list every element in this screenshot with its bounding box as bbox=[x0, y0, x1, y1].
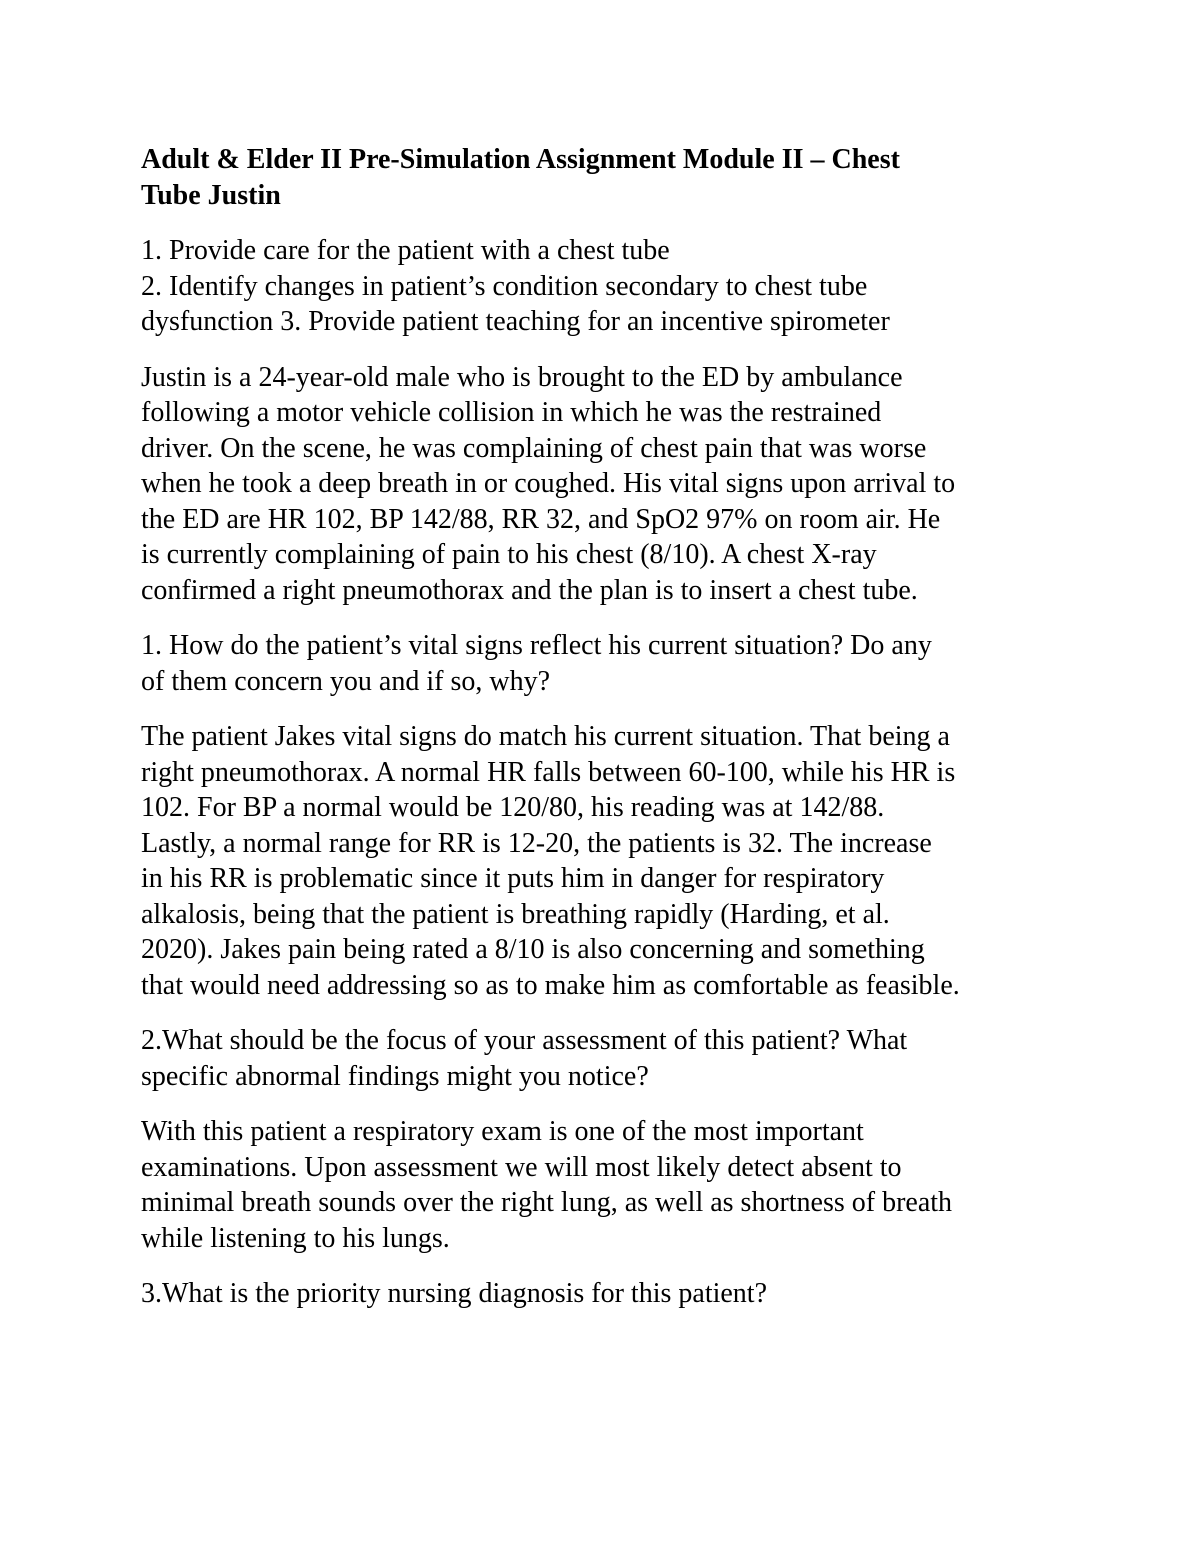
scenario-line: confirmed a right pneumothorax and the plan is to insert a chest tube. bbox=[141, 574, 918, 606]
answer-line: that would need addressing so as to make him as comfortable as feasible. bbox=[141, 969, 960, 1001]
objective-line: 1. Provide care for the patient with a chest tube bbox=[141, 235, 670, 266]
document-title bbox=[141, 142, 1071, 213]
objectives bbox=[141, 233, 1071, 340]
answer-line: alkalosis, being that the patient is breathing rapidly (Harding, et al. bbox=[141, 898, 890, 930]
scenario-line: Justin is a 24-year-old male who is brought to the ED by ambulance bbox=[141, 361, 903, 393]
scenario-line: following a motor vehicle collision in which he was the restrained bbox=[141, 397, 882, 428]
answer-line: while listening to his lungs. bbox=[141, 1222, 450, 1254]
objective-line: dysfunction 3. Provide patient teaching for an incentive spirometer bbox=[141, 306, 890, 337]
answer-line: Lastly, a normal range for RR is 12-20, the patients is 32. The increase bbox=[141, 827, 932, 859]
answer-line: 102. For BP a normal would be 120/80, his reading was at 142/88. bbox=[141, 792, 885, 823]
question-line: 1. How do the patient’s vital signs reflect his current situation? Do any bbox=[141, 630, 932, 661]
scenario-line: when he took a deep breath in or coughed. His vital signs upon arrival to bbox=[141, 468, 956, 499]
question-line: 3.What is the priority nursing diagnosis for this patient? bbox=[141, 1278, 768, 1309]
scenario-line: is currently complaining of pain to his chest (8/10). A chest X-ray bbox=[141, 539, 877, 570]
title-line: Adult & Elder II Pre-Simulation Assignment Module II – Chest bbox=[141, 144, 900, 175]
answer-line: 2020). Jakes pain being rated a 8/10 is also concerning and something bbox=[141, 934, 925, 965]
document-body bbox=[141, 142, 1071, 1332]
question-1 bbox=[141, 628, 1071, 699]
answer-line: The patient Jakes vital signs do match his current situation. That being a bbox=[141, 721, 950, 752]
question-line: 2.What should be the focus of your assessment of this patient? What bbox=[141, 1025, 908, 1056]
answer-1 bbox=[141, 719, 1071, 1003]
answer-line: minimal breath sounds over the right lung, as well as shortness of breath bbox=[141, 1187, 953, 1218]
question-3 bbox=[141, 1276, 1071, 1312]
answer-2 bbox=[141, 1114, 1071, 1256]
question-line: specific abnormal findings might you notice? bbox=[141, 1060, 649, 1092]
question-2 bbox=[141, 1023, 1071, 1094]
scenario-line: the ED are HR 102, BP 142/88, RR 32, and SpO2 97% on room air. He bbox=[141, 503, 941, 535]
answer-line: With this patient a respiratory exam is one of the most important bbox=[141, 1116, 864, 1147]
scenario-paragraph bbox=[141, 360, 1071, 609]
title-line: Tube Justin bbox=[141, 179, 281, 211]
objective-line: 2. Identify changes in patient’s condition secondary to chest tube bbox=[141, 270, 868, 302]
scenario-line: driver. On the scene, he was complaining of chest pain that was worse bbox=[141, 432, 927, 464]
answer-line: right pneumothorax. A normal HR falls between 60-100, while his HR is bbox=[141, 756, 956, 788]
question-line: of them concern you and if so, why? bbox=[141, 665, 550, 697]
answer-line: in his RR is problematic since it puts him in danger for respiratory bbox=[141, 863, 885, 894]
answer-line: examinations. Upon assessment we will most likely detect absent to bbox=[141, 1151, 902, 1183]
